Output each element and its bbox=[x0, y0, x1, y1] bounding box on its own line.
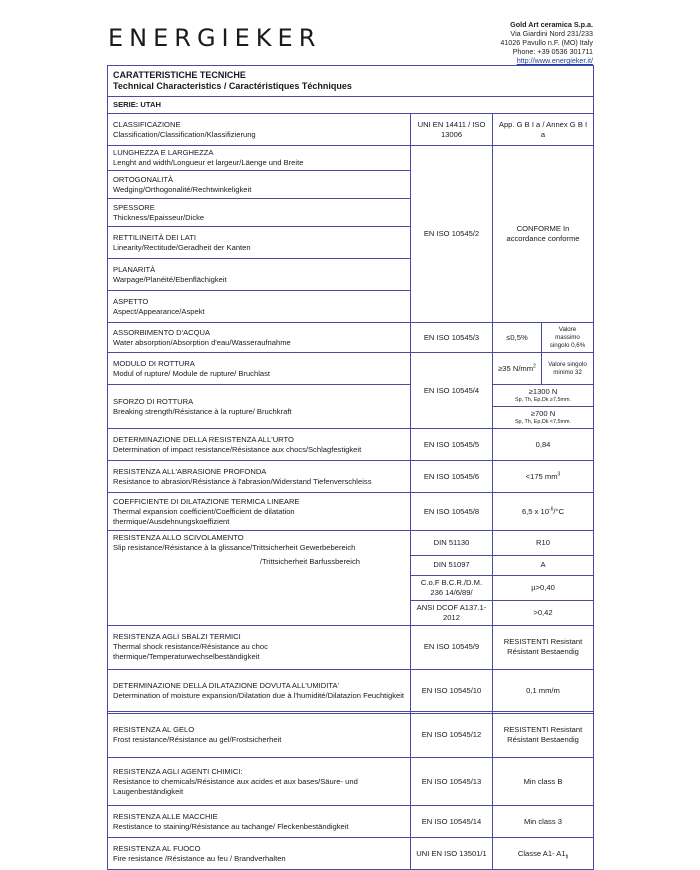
table-row bbox=[108, 323, 594, 353]
row-title: RESISTENZA ALLE MACCHIE bbox=[113, 811, 218, 821]
value-cell: ≥35 $N/mm^2$ bbox=[493, 353, 542, 385]
value-cell bbox=[493, 493, 594, 531]
tech-specs-table-2 bbox=[107, 711, 594, 870]
table-row bbox=[108, 461, 594, 493]
expansion-unit: /°C bbox=[553, 506, 565, 516]
value-cell: RESISTENTI Resistant Résistant Bestaendig bbox=[493, 625, 594, 669]
norm-cell: EN ISO 10545/8 bbox=[411, 493, 493, 531]
series-row bbox=[108, 97, 594, 114]
row-title: LUNGHEZZA E LARGHEZZA bbox=[113, 148, 214, 157]
norm-cell: DIN 51097 bbox=[411, 555, 493, 575]
table-row bbox=[108, 353, 594, 385]
sforzo-value-1: ≥1300 N bbox=[528, 387, 558, 396]
table-row bbox=[108, 114, 594, 146]
modulo-value: ≥35 N/mm bbox=[498, 363, 534, 373]
row-title: ASPETTO bbox=[113, 296, 149, 306]
value-cell: CONFORME In accordance conforme bbox=[493, 146, 594, 323]
norm-cell: EN ISO 10545/5 bbox=[411, 429, 493, 461]
value-cell: Min class 3 bbox=[493, 806, 594, 838]
norm-cell: UNI EN 14411 / ISO 13006 bbox=[411, 114, 493, 146]
row-title: CLASSIFICAZIONE bbox=[113, 119, 181, 129]
sforzo-note-1: Sp, Th, Ep,Dk ≥7,5mm. bbox=[515, 397, 571, 403]
norm-cell: DIN 51130 bbox=[411, 531, 493, 556]
table-row bbox=[108, 531, 594, 556]
row-subtitle: /Trittsicherheit Barfussbereich bbox=[108, 555, 411, 625]
value-cell: 0,1 mm/m bbox=[493, 669, 594, 713]
value-cell: RESISTENTI Resistant Résistant Bestaendig bbox=[493, 712, 594, 758]
row-subtitle: Resistance to abrasion/Résistance à l'abrasion/Widerstand Tiefenverschleiss bbox=[113, 476, 372, 486]
value-cell: <175 $mm^3$ bbox=[493, 461, 594, 493]
value-cell: App. G B I a / Annex G B I a bbox=[493, 114, 594, 146]
row-title: RESISTENZA ALLO SCIVOLAMENTO bbox=[113, 533, 244, 542]
row-subtitle: Classification/Classification/Klassifizierung bbox=[113, 129, 256, 139]
expansion-value: 6,5 x 10 bbox=[521, 506, 549, 516]
table-row bbox=[108, 429, 594, 461]
norm-cell: ANSI DCOF A137.1-2012 bbox=[411, 600, 493, 625]
table-row bbox=[108, 625, 594, 669]
norm-cell: C.o.F B.C.R./D.M. 236 14/6/89/ bbox=[411, 575, 493, 600]
row-title: RETTILINEITÀ DEI LATI bbox=[113, 232, 196, 242]
row-subtitle: Thickness/Epaisseur/Dicke bbox=[113, 212, 205, 222]
row-subtitle: Aspect/Appearance/Aspekt bbox=[113, 306, 205, 316]
value-cell: Min class B bbox=[493, 758, 594, 806]
row-title: RESISTENZA AL GELO bbox=[113, 724, 195, 734]
row-subtitle: Frost resistance/Résistance au gel/Frostsicherheit bbox=[113, 734, 282, 744]
row-title: DETERMINAZIONE DELLA DILATAZIONE DOVUTA ALL'UMIDITA' bbox=[113, 681, 339, 690]
table-row bbox=[108, 555, 594, 575]
brand-logo: ENERGIEKER bbox=[108, 24, 322, 52]
row-subtitle: Determination of impact resistance/Résistance aux chocs/Schlagfestigkeit bbox=[113, 444, 362, 454]
row-subtitle: Determination of moisture expansion/Dilatation due à l'humidité/Dilatazion Feuchtigkeit bbox=[113, 691, 405, 700]
note-cell: Valore singolo minimo 32 bbox=[542, 353, 594, 385]
table-row bbox=[108, 712, 594, 758]
row-subtitle: Breaking strength/Résistance à la rupture/ Bruchkraft bbox=[113, 406, 292, 416]
abrasion-value: <175 mm bbox=[525, 471, 558, 481]
row-title: DETERMINAZIONE DELLA RESISTENZA ALL'URTO bbox=[113, 434, 294, 444]
note-cell: Valore massimo singolo 0,6% bbox=[542, 323, 594, 353]
row-subtitle: Lenght and width/Longueur et largeur/Läenge und Breite bbox=[113, 158, 304, 167]
row-title: SPESSORE bbox=[113, 202, 155, 212]
row-title: RESISTENZA ALL'ABRASIONE PROFONDA bbox=[113, 466, 267, 476]
norm-cell: EN ISO 10545/12 bbox=[411, 712, 493, 758]
row-title: SFORZO DI ROTTURA bbox=[113, 396, 194, 406]
expansion-exponent: -6 bbox=[548, 505, 554, 512]
row-title: ASSORBIMENTO D'ACQUA bbox=[113, 327, 211, 337]
value-cell: µ>0,40 bbox=[493, 575, 594, 600]
row-title: ORTOGONALITÀ bbox=[113, 174, 174, 184]
norm-cell: EN ISO 10545/9 bbox=[411, 625, 493, 669]
table-row bbox=[108, 758, 594, 806]
row-subtitle: Warpage/Planéité/Ebenflächigkeit bbox=[113, 274, 227, 284]
table-row bbox=[108, 146, 594, 171]
value-cell bbox=[493, 385, 594, 407]
company-info bbox=[500, 20, 593, 65]
sforzo-value-2: ≥700 N bbox=[530, 409, 556, 418]
norm-cell: EN ISO 10545/10 bbox=[411, 669, 493, 713]
company-address-1: Via Giardini Nord 231/233 bbox=[510, 29, 593, 38]
row-subtitle: Water absorption/Absorption d'eau/Wasseraufnahme bbox=[113, 337, 291, 347]
row-title: MODULO DI ROTTURA bbox=[113, 358, 195, 368]
row-title: PLANARITÀ bbox=[113, 264, 156, 274]
row-subtitle: Modul of rupture/ Module de rupture/ Bruchlast bbox=[113, 368, 271, 378]
company-url-link[interactable]: http://www.energieker.it/ bbox=[516, 56, 593, 65]
company-address-2: 41026 Pavullo n.F. (MO) Italy bbox=[500, 38, 593, 47]
tech-specs-table bbox=[107, 65, 594, 714]
row-title: RESISTENZA AGLI AGENTI CHIMICI: bbox=[113, 766, 243, 776]
fire-subscript: fl bbox=[565, 854, 569, 861]
row-subtitle: Thermal shock resistance/Résistance au choc thermique/Temperaturwechselbeständigkeit bbox=[113, 642, 268, 661]
row-subtitle: Restistance to staining/Résistance au tachange/ Fleckenbeständigkeit bbox=[113, 821, 349, 831]
sforzo-note-2: Sp, Th, Ep,Dk <7,5mm. bbox=[514, 419, 572, 425]
table-row bbox=[108, 493, 594, 531]
company-phone: Phone: +39 0536 301711 bbox=[512, 47, 593, 56]
value-cell: A bbox=[493, 555, 594, 575]
norm-cell: EN ISO 10545/14 bbox=[411, 806, 493, 838]
value-cell bbox=[493, 838, 594, 870]
table-row bbox=[108, 838, 594, 870]
table-row bbox=[108, 806, 594, 838]
value-cell: ≤0,5% bbox=[493, 323, 542, 353]
norm-cell: EN ISO 10545/2 bbox=[411, 146, 493, 323]
norm-cell: EN ISO 10545/13 bbox=[411, 758, 493, 806]
row-title: COEFFICIENTE DI DILATAZIONE TERMICA LINEARE bbox=[113, 496, 300, 506]
norm-cell: UNI EN ISO 13501/1 bbox=[411, 838, 493, 870]
row-subtitle: Thermal expansion coefficient/Coefficient de dilatation thermique/Ausdehnungskoeffizient bbox=[113, 506, 295, 526]
table-row bbox=[108, 385, 594, 407]
value-cell: >0,42 bbox=[493, 600, 594, 625]
row-title: RESISTENZA AL FUOCO bbox=[113, 843, 201, 853]
series-label: SERIE: UTAH bbox=[108, 97, 594, 114]
table-title-it: CARATTERISTICHE TECNICHE bbox=[113, 70, 246, 80]
row-subtitle: Linearity/Rectitude/Geradheit der Kanten bbox=[113, 242, 251, 252]
table-row bbox=[108, 669, 594, 713]
norm-cell: EN ISO 10545/6 bbox=[411, 461, 493, 493]
table-title-en: Technical Characteristics / Caractéristiques Téchniques bbox=[113, 81, 352, 91]
row-subtitle: Fire resistance /Résistance au feu / Brandverhalten bbox=[113, 853, 286, 863]
value-cell bbox=[493, 407, 594, 429]
row-subtitle: Resistance to chemicals/Résistance aux acides et aux bases/Säure- und Laugenbeständigkeit bbox=[113, 776, 358, 796]
row-title: RESISTENZA AGLI SBALZI TERMICI bbox=[113, 632, 241, 641]
row-subtitle: Slip resistance/Résistance à la glissance/Trittsicherheit Gewerbebereich bbox=[113, 543, 356, 552]
row-subtitle: Wedging/Orthogonalité/Rechtwinkeligkeit bbox=[113, 184, 252, 194]
value-cell: 0,84 bbox=[493, 429, 594, 461]
norm-cell: EN ISO 10545/4 bbox=[411, 353, 493, 429]
norm-cell: EN ISO 10545/3 bbox=[411, 323, 493, 353]
table-title-row bbox=[108, 66, 594, 97]
company-name: Gold Art ceramica S.p.a. bbox=[510, 20, 593, 29]
fire-value: Classe A1- A1 bbox=[517, 848, 566, 858]
value-cell: R10 bbox=[493, 531, 594, 556]
